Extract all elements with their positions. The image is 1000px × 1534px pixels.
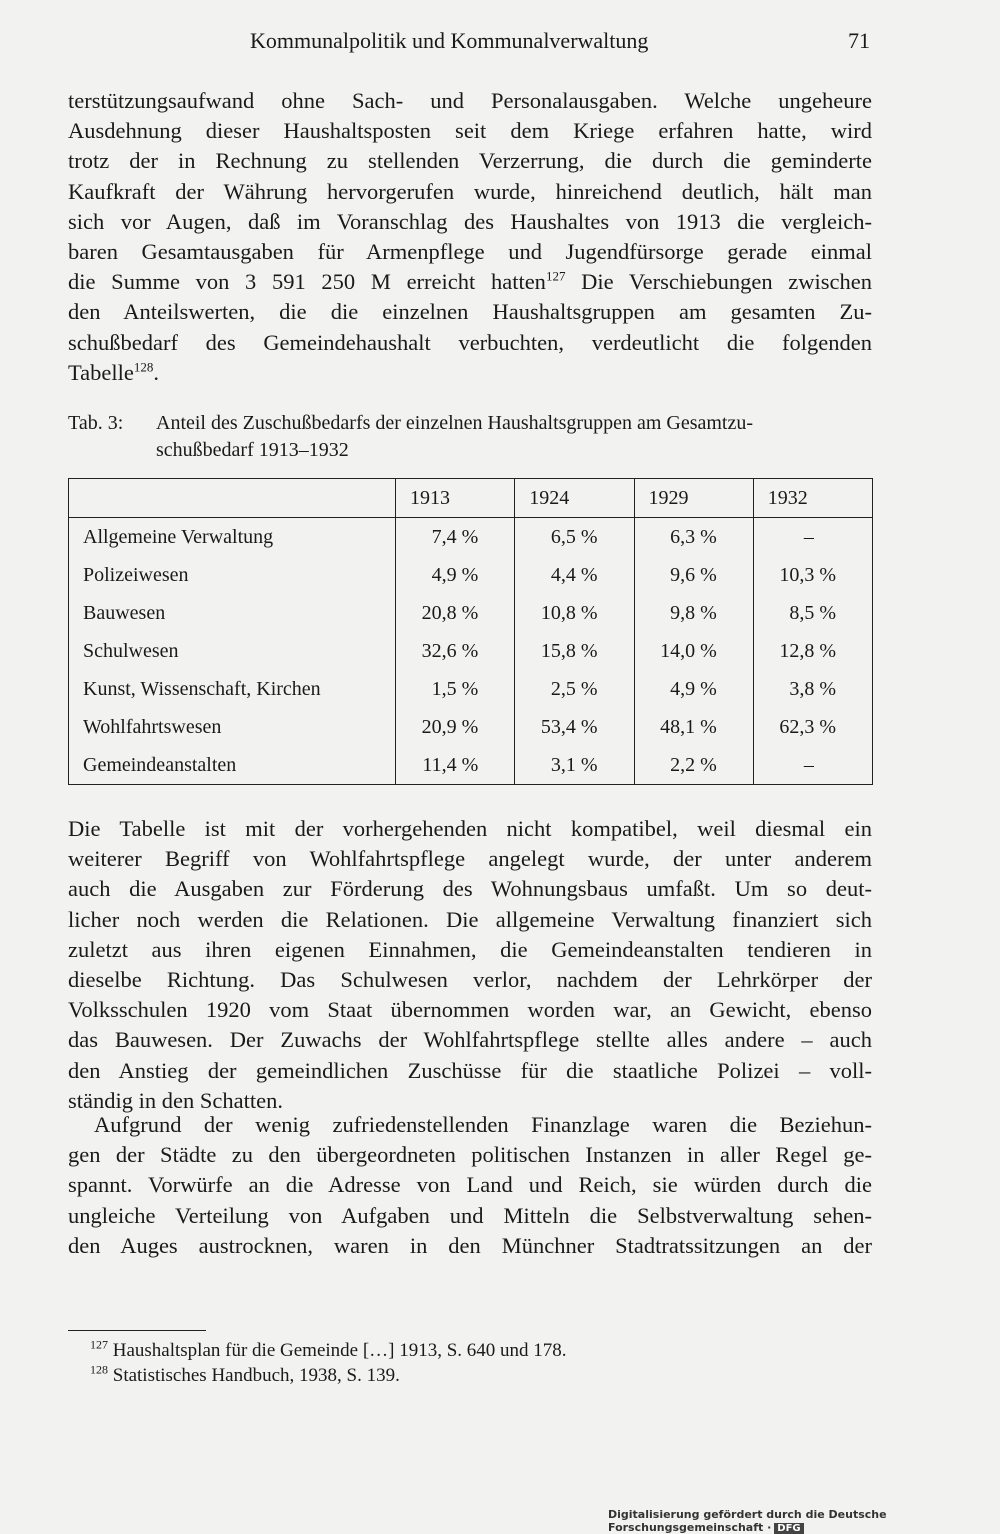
text-line: den Auges austrocknen, waren in den Münchner Stadtratssitzungen an der bbox=[68, 1232, 872, 1258]
header-cell-year: 1913 bbox=[396, 479, 515, 518]
footnote-ref-127: 127 bbox=[545, 268, 566, 284]
table-cell: 3,8 % bbox=[753, 670, 872, 708]
table-cell: 9,8 % bbox=[634, 594, 753, 632]
table-cell: 9,6 % bbox=[634, 556, 753, 594]
table-cell: 48,1 % bbox=[634, 708, 753, 746]
table-cell: 20,8 % bbox=[396, 594, 515, 632]
table-cell: 1,5 % bbox=[396, 670, 515, 708]
table-cell: 53,4 % bbox=[515, 708, 634, 746]
header-cell-year: 1924 bbox=[515, 479, 634, 518]
data-table bbox=[68, 478, 873, 785]
text-line: Kaufkraft der Währung hervorgerufen wurde, hinreichend deutlich, hält man bbox=[68, 178, 872, 204]
text-line: Die Tabelle ist mit der vorhergehenden nicht kompatibel, weil diesmal ein bbox=[68, 816, 872, 841]
table-row bbox=[69, 632, 873, 670]
row-label: Polizeiwesen bbox=[69, 556, 396, 594]
table-cell: 2,2 % bbox=[634, 746, 753, 785]
text-line: Volksschulen 1920 vom Staat übernommen worden war, an Gewicht, ebenso bbox=[68, 997, 872, 1023]
text-line: auch die Ausgaben zur Förderung des Wohnungsbaus umfaßt. Um so deut- bbox=[68, 876, 872, 902]
table-cell: 8,5 % bbox=[753, 594, 872, 632]
table-row bbox=[69, 518, 873, 557]
text-line: baren Gesamtausgaben für Armenpflege und Jugendfürsorge gerade einmal bbox=[68, 239, 872, 265]
text-line: den Anteilswerten, die die einzelnen Haushaltsgruppen am gesamten Zu- bbox=[68, 299, 872, 325]
table-cell: 3,1 % bbox=[515, 746, 634, 785]
footnote-text: Haushaltsplan für die Gemeinde […] 1913, S. 640 und 178. bbox=[112, 1340, 567, 1361]
table-cell: 15,8 % bbox=[515, 632, 634, 670]
table-cell: – bbox=[753, 518, 872, 557]
table-cell: 4,9 % bbox=[634, 670, 753, 708]
paragraph-1 bbox=[68, 86, 872, 388]
table-cell: – bbox=[753, 746, 872, 785]
table-cell: 32,6 % bbox=[396, 632, 515, 670]
row-label: Schulwesen bbox=[69, 632, 396, 670]
footnotes bbox=[90, 1338, 567, 1388]
text-line: den Anstieg der gemeindlichen Zuschüsse für die staatliche Polizei – voll- bbox=[68, 1057, 872, 1083]
paragraph-2 bbox=[68, 814, 872, 1116]
table-row bbox=[69, 708, 873, 746]
footnote-128 bbox=[90, 1363, 567, 1388]
text-line: gen der Städte zu den übergeordneten politischen Instanzen in aller Regel ge- bbox=[68, 1142, 872, 1168]
text-line: ungleiche Verteilung von Aufgaben und Mitteln die Selbstverwaltung sehen- bbox=[68, 1202, 872, 1228]
footnote-number: 127 bbox=[90, 1337, 108, 1352]
footnote-text: Statistisches Handbuch, 1938, S. 139. bbox=[112, 1365, 400, 1386]
table-cell: 10,8 % bbox=[515, 594, 634, 632]
table-row bbox=[69, 594, 873, 632]
header-cell-year: 1932 bbox=[753, 479, 872, 518]
row-label: Kunst, Wissenschaft, Kirchen bbox=[69, 670, 396, 708]
running-title: Kommunalpolitik und Kommunalverwaltung bbox=[250, 28, 649, 53]
table-caption-text bbox=[156, 410, 872, 464]
table-caption-label: Tab. 3: bbox=[68, 412, 124, 434]
text-line bbox=[68, 358, 872, 388]
footnote-number: 128 bbox=[90, 1362, 108, 1377]
text-line: schußbedarf des Gemeindehaushalt verbuchten, verdeutlicht die folgenden bbox=[68, 329, 872, 355]
text-line: ständig in den Schatten. bbox=[68, 1087, 283, 1113]
text-line bbox=[68, 267, 872, 297]
credit-text: Digitalisierung gefördert durch die Deutsche Forschungsgemeinschaft · bbox=[608, 1508, 887, 1534]
text-line: dieselbe Richtung. Das Schulwesen verlor, nachdem der Lehrkörper der bbox=[68, 967, 872, 993]
text-line: weiterer Begriff von Wohlfahrtspflege angelegt wurde, der unter anderem bbox=[68, 846, 872, 872]
text-segment: Die Verschiebungen zwischen bbox=[565, 269, 873, 295]
page-number: 71 bbox=[848, 28, 870, 53]
text-line: Aufgrund der wenig zufriedenstellenden Finanzlage waren die Beziehun- bbox=[94, 1112, 872, 1137]
text-line: trotz der in Rechnung zu stellenden Verzerrung, die durch die geminderte bbox=[68, 148, 872, 174]
table-cell: 7,4 % bbox=[396, 518, 515, 557]
table-cell: 4,9 % bbox=[396, 556, 515, 594]
dfg-logo: DFG bbox=[774, 1523, 803, 1534]
table-cell: 20,9 % bbox=[396, 708, 515, 746]
header-cell-empty bbox=[69, 479, 396, 518]
text-line: zuletzt aus ihren eigenen Einnahmen, die Gemeindeanstalten tendieren in bbox=[68, 936, 872, 962]
paragraph-3 bbox=[68, 1110, 872, 1261]
table-cell: 12,8 % bbox=[753, 632, 872, 670]
text-segment: . bbox=[153, 359, 160, 385]
table-cell: 6,3 % bbox=[634, 518, 753, 557]
text-line: spannt. Vorwürfe an die Adresse von Land und Reich, sie würden durch die bbox=[68, 1172, 872, 1198]
row-label: Wohlfahrtswesen bbox=[69, 708, 396, 746]
row-label: Gemeindeanstalten bbox=[69, 746, 396, 785]
text-line: licher noch werden die Relationen. Die allgemeine Verwaltung finanziert sich bbox=[68, 906, 872, 932]
footnote-divider bbox=[68, 1330, 206, 1331]
text-segment: Tabelle bbox=[68, 359, 134, 385]
table-cell: 14,0 % bbox=[634, 632, 753, 670]
table-cell: 10,3 % bbox=[753, 556, 872, 594]
caption-line: Anteil des Zuschußbedarfs der einzelnen Haushaltsgruppen am Gesamtzu- bbox=[156, 412, 754, 434]
table-row bbox=[69, 746, 873, 785]
table-row bbox=[69, 556, 873, 594]
header-cell-year: 1929 bbox=[634, 479, 753, 518]
footnote-127 bbox=[90, 1338, 567, 1363]
caption-line: schußbedarf 1913–1932 bbox=[156, 439, 349, 461]
text-line: Ausdehnung dieser Haushaltsposten seit dem Kriege erfahren hatte, wird bbox=[68, 118, 872, 144]
table-cell: 6,5 % bbox=[515, 518, 634, 557]
table-cell: 4,4 % bbox=[515, 556, 634, 594]
table-row bbox=[69, 670, 873, 708]
footnote-ref-128: 128 bbox=[133, 359, 154, 375]
text-line: sich vor Augen, daß im Voranschlag des Haushaltes von 1913 die vergleich- bbox=[68, 208, 872, 234]
table-cell: 62,3 % bbox=[753, 708, 872, 746]
row-label: Allgemeine Verwaltung bbox=[69, 518, 396, 557]
row-label: Bauwesen bbox=[69, 594, 396, 632]
table-cell: 11,4 % bbox=[396, 746, 515, 785]
text-segment: die Summe von 3 591 250 M erreicht hatten bbox=[68, 269, 546, 295]
text-line: das Bauwesen. Der Zuwachs der Wohlfahrtspflege stellte alles andere – auch bbox=[68, 1027, 872, 1053]
table-cell: 2,5 % bbox=[515, 670, 634, 708]
text-line: terstützungsaufwand ohne Sach- und Personalausgaben. Welche ungeheure bbox=[68, 88, 872, 113]
digitization-credit bbox=[608, 1508, 1000, 1534]
table-header-row bbox=[69, 479, 873, 518]
